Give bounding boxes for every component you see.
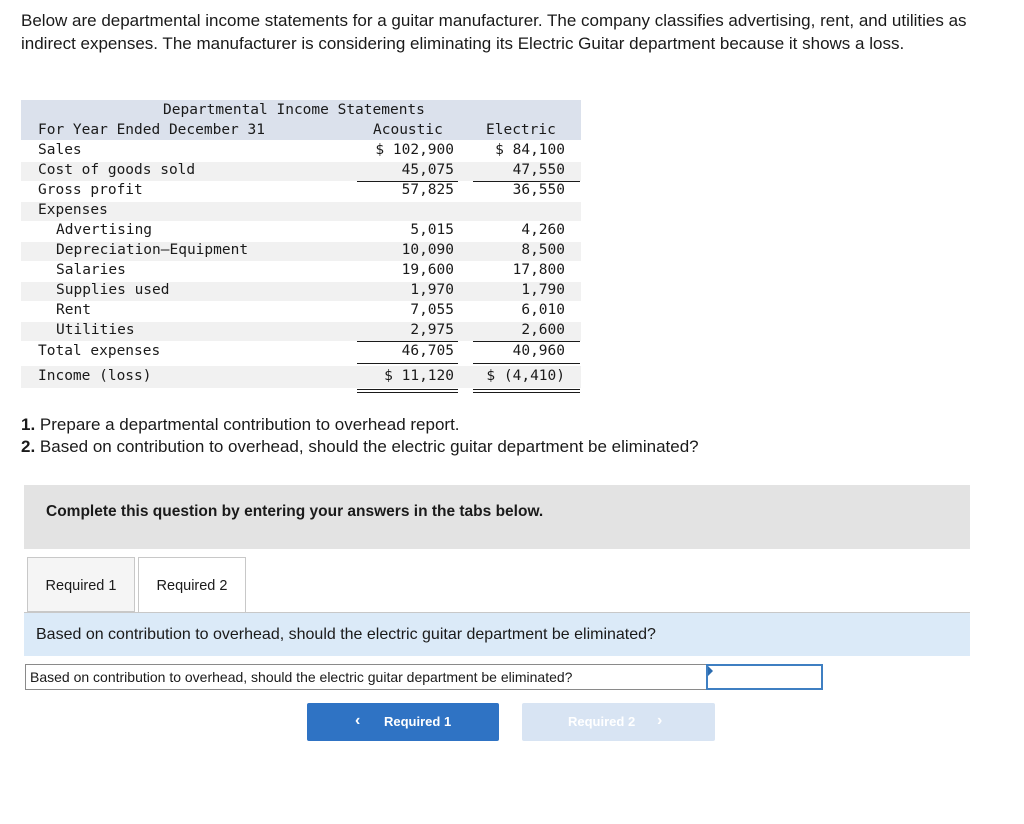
table-row bbox=[21, 322, 581, 341]
row-label: Utilities bbox=[56, 322, 135, 338]
electric-value: 6,010 bbox=[521, 302, 565, 318]
double-underline bbox=[357, 392, 458, 393]
answer-question: Based on contribution to overhead, should the electric guitar department be eliminated? bbox=[30, 669, 573, 685]
column-header-electric: Electric bbox=[486, 122, 556, 138]
table-title: Departmental Income Statements bbox=[163, 102, 425, 118]
acoustic-value: 46,705 bbox=[401, 343, 454, 359]
row-label: Sales bbox=[38, 142, 82, 158]
tab-required-1[interactable] bbox=[27, 557, 135, 612]
electric-value: 4,260 bbox=[521, 222, 565, 238]
electric-value: 36,550 bbox=[512, 182, 565, 198]
electric-value: 8,500 bbox=[521, 242, 565, 258]
chevron-left-icon: ‹ bbox=[355, 712, 361, 729]
column-header-acoustic: Acoustic bbox=[373, 122, 443, 138]
acoustic-value: 45,075 bbox=[401, 162, 454, 178]
underline bbox=[473, 363, 580, 364]
row-label: Rent bbox=[56, 302, 91, 318]
underline bbox=[473, 341, 580, 342]
tab-required-2[interactable] bbox=[138, 557, 246, 613]
question-number: 1. bbox=[21, 415, 36, 434]
dropdown-indicator-icon bbox=[708, 666, 713, 676]
row-label: Cost of goods sold bbox=[38, 162, 196, 178]
table-row bbox=[21, 343, 581, 362]
next-tab-button[interactable] bbox=[522, 703, 715, 741]
acoustic-value: 7,055 bbox=[410, 302, 454, 318]
underline bbox=[357, 363, 458, 364]
electric-value: 40,960 bbox=[512, 343, 565, 359]
answer-row bbox=[25, 664, 822, 690]
electric-value: $ 84,100 bbox=[495, 142, 565, 158]
tab-label: Required 1 bbox=[45, 578, 117, 594]
double-underline bbox=[473, 392, 580, 393]
question-1 bbox=[21, 414, 981, 436]
instruction-text: Complete this question by entering your answers in the tabs below. bbox=[46, 503, 544, 520]
income-statement-table bbox=[21, 100, 581, 395]
table-row bbox=[21, 222, 581, 241]
instruction-banner bbox=[24, 485, 970, 549]
table-row bbox=[21, 202, 581, 221]
question-list bbox=[21, 414, 981, 458]
table-row bbox=[21, 182, 581, 201]
acoustic-value: 10,090 bbox=[401, 242, 454, 258]
row-label: Supplies used bbox=[56, 282, 170, 298]
row-label: Income (loss) bbox=[38, 368, 152, 384]
row-label: Total expenses bbox=[38, 343, 161, 359]
question-text: Based on contribution to overhead, should the electric guitar department be eliminated? bbox=[39, 437, 699, 456]
period-label: For Year Ended December 31 bbox=[38, 122, 265, 138]
chevron-right-icon: › bbox=[657, 712, 663, 729]
acoustic-value: 5,015 bbox=[410, 222, 454, 238]
answer-select[interactable] bbox=[706, 664, 823, 690]
acoustic-value: 1,970 bbox=[410, 282, 454, 298]
button-label: Required 1 bbox=[384, 714, 452, 729]
table-row bbox=[21, 302, 581, 321]
question-text: Prepare a departmental contribution to overhead report. bbox=[39, 415, 460, 434]
table-row bbox=[21, 242, 581, 261]
acoustic-value: 57,825 bbox=[401, 182, 454, 198]
table-row bbox=[21, 162, 581, 181]
table-row bbox=[21, 142, 581, 161]
row-label: Gross profit bbox=[38, 182, 143, 198]
table-row bbox=[21, 366, 581, 388]
double-underline bbox=[357, 389, 458, 390]
row-label: Expenses bbox=[38, 202, 108, 218]
double-underline bbox=[473, 389, 580, 390]
previous-tab-button[interactable] bbox=[307, 703, 499, 741]
question-band-text: Based on contribution to overhead, should the electric guitar department be eliminated? bbox=[36, 626, 656, 643]
electric-value: 2,600 bbox=[521, 322, 565, 338]
table-row bbox=[21, 262, 581, 281]
acoustic-value: $ 11,120 bbox=[384, 368, 454, 384]
row-label: Advertising bbox=[56, 222, 153, 238]
electric-value: 17,800 bbox=[512, 262, 565, 278]
electric-value: 47,550 bbox=[512, 162, 565, 178]
acoustic-value: 2,975 bbox=[410, 322, 454, 338]
electric-value: 1,790 bbox=[521, 282, 565, 298]
question-band bbox=[24, 613, 970, 656]
question-number: 2. bbox=[21, 437, 36, 456]
electric-value: $ (4,410) bbox=[486, 368, 565, 384]
acoustic-value: 19,600 bbox=[401, 262, 454, 278]
question-2 bbox=[21, 436, 981, 458]
acoustic-value: $ 102,900 bbox=[375, 142, 454, 158]
row-label: Salaries bbox=[56, 262, 126, 278]
tab-label: Required 2 bbox=[156, 578, 228, 594]
problem-intro: Below are departmental income statements for a guitar manufacturer. The company classifies advertising, rent, and utilities as indirect expenses. The manufacturer is considering eliminating its Electric Guitar department because it shows a loss. bbox=[21, 11, 967, 53]
table-row bbox=[21, 282, 581, 301]
underline bbox=[357, 341, 458, 342]
button-label: Required 2 bbox=[568, 714, 636, 729]
row-label: Depreciation—Equipment bbox=[56, 242, 249, 258]
